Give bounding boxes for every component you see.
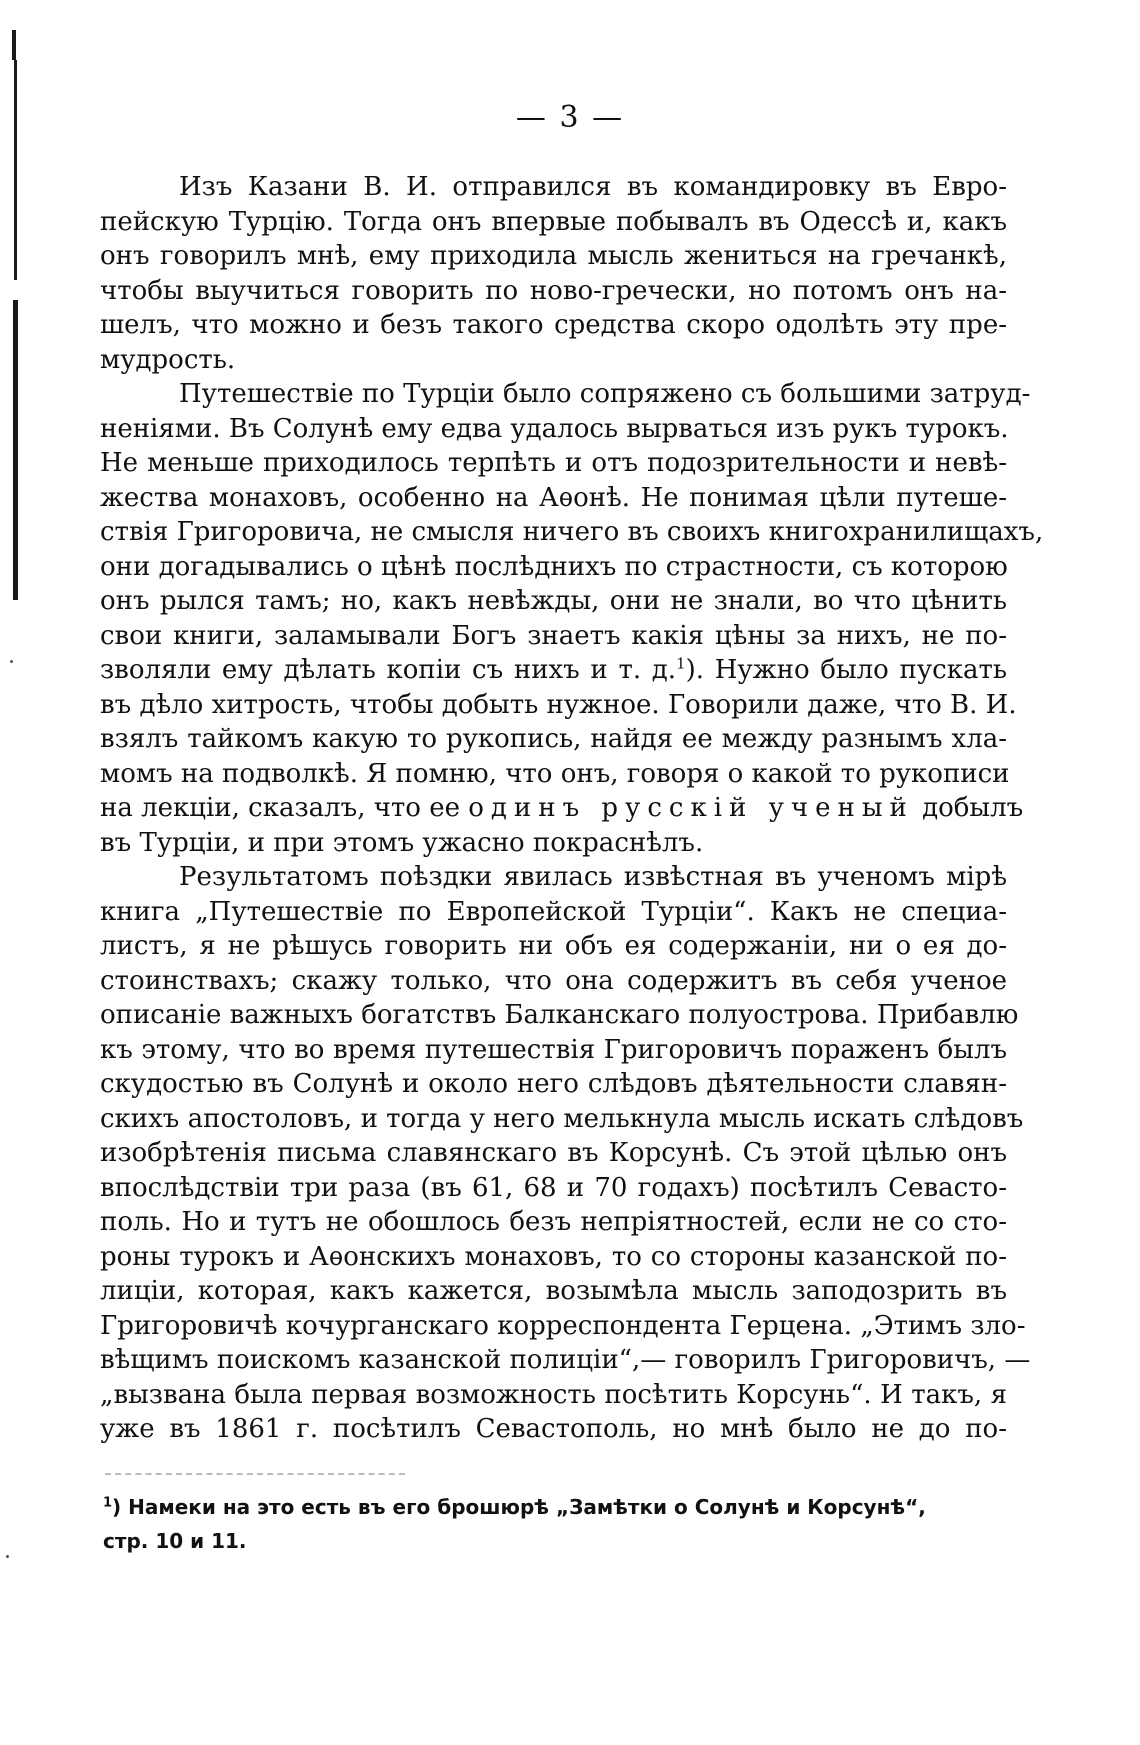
text-line: онъ рылся тамъ; но, какъ невѣжды, они не знали, во что цѣнить bbox=[100, 586, 1007, 616]
text-line: Изъ Казани В. И. отправился въ командировку въ Евро- bbox=[179, 172, 1007, 202]
text-line: свои книги, заламывали Богъ знаетъ какія цѣны за нихъ, не по- bbox=[100, 620, 1007, 651]
text-line: пейскую Турцію. Тогда онъ впервые побывалъ въ Одессѣ и, какъ bbox=[100, 206, 1007, 237]
text-line: впослѣдствіи три раза (въ 61, 68 и 70 годахъ) посѣтилъ Севасто- bbox=[100, 1172, 1007, 1203]
page-body bbox=[100, 170, 1044, 1447]
text-line: книга „Путешествіе по Европейской Турціи“. Какъ не специа- bbox=[100, 896, 1007, 927]
text-segment: зволяли ему дѣлать копіи съ нихъ и т. д. bbox=[100, 655, 677, 685]
scan-speck bbox=[6, 1555, 9, 1558]
text-line: вѣщимъ поискомъ казанской полиціи“,— говорилъ Григоровичъ, — bbox=[100, 1345, 1031, 1375]
text-line: стоинствахъ; скажу только, что она содержитъ въ себя ученое bbox=[100, 965, 1007, 996]
text-line bbox=[100, 791, 1024, 826]
text-line: они догадывались о цѣнѣ послѣднихъ по страстности, съ которою bbox=[100, 551, 1008, 582]
footnote-reference: 1 bbox=[676, 654, 686, 673]
text-line: онъ говорилъ мнѣ, ему приходила мысль жениться на гречанкѣ, bbox=[100, 241, 1007, 271]
spaced-emphasis: одинъ русскій ученый bbox=[468, 793, 914, 823]
text-line: шелъ, что можно и безъ такого средства скоро одолѣть эту пре- bbox=[100, 310, 1007, 340]
footnote-text: ) Намеки на это есть въ его брошюрѣ „Замѣтки о Солунѣ и Корсунѣ“, bbox=[112, 1495, 926, 1519]
text-line: Результатомъ поѣздки явилась извѣстная въ ученомъ мірѣ bbox=[179, 862, 1007, 892]
text-line: Григоровичѣ кочурганскаго корреспондента Герцена. „Этимъ зло- bbox=[100, 1310, 1026, 1341]
binding-edge-line bbox=[12, 30, 16, 60]
footnote bbox=[103, 1490, 1003, 1558]
text-line: чтобы выучиться говорить по ново-гречески, но потомъ онъ на- bbox=[100, 275, 1007, 306]
text-line: неніями. Въ Солунѣ ему едва удалось вырваться изъ рукъ турокъ. bbox=[100, 413, 1009, 444]
scan-speck bbox=[10, 660, 13, 663]
text-line: роны турокъ и Аѳонскихъ монаховъ, то со стороны казанской по- bbox=[100, 1241, 1007, 1272]
footnote-marker: 1 bbox=[103, 1495, 113, 1511]
text-line: уже въ 1861 г. посѣтилъ Севастополь, но мнѣ было не до по- bbox=[100, 1414, 1007, 1444]
text-line: ствія Григоровича, не смысля ничего въ своихъ книгохранилищахъ, bbox=[100, 517, 1044, 547]
text-line: въ дѣло хитрость, чтобы добыть нужное. Говорили даже, что В. И. bbox=[100, 689, 1017, 720]
text-line: „вызвана была первая возможность посѣтить Корсунь“. И такъ, я bbox=[100, 1379, 1007, 1410]
text-line bbox=[100, 653, 1007, 688]
text-line: лиціи, которая, какъ кажется, возымѣла мысль заподозрить въ bbox=[100, 1276, 1007, 1306]
page-number: — 3 — bbox=[515, 100, 625, 135]
text-line: къ этому, что во время путешествія Григоровичъ пораженъ былъ bbox=[100, 1034, 1007, 1065]
text-line: скудостью въ Солунѣ и около него слѣдовъ дѣятельности славян- bbox=[100, 1069, 1007, 1099]
text-line: скихъ апостоловъ, и тогда у него мелькнула мысль искать слѣдовъ bbox=[100, 1103, 1024, 1134]
text-line: описаніе важныхъ богатствъ Балканскаго полуострова. Прибавлю bbox=[100, 1000, 1019, 1030]
footnote-line: стр. 10 и 11. bbox=[103, 1529, 247, 1553]
text-line: жества монаховъ, особенно на Аѳонѣ. Не понимая цѣли путеше- bbox=[100, 482, 1007, 513]
text-line: мудрость. bbox=[100, 344, 236, 375]
footnote-line bbox=[103, 1490, 1003, 1524]
text-line: момъ на подволкѣ. Я помню, что онъ, говоря о какой то рукописи bbox=[100, 758, 1010, 789]
text-line: поль. Но и тутъ не обошлось безъ непріятностей, если не со сто- bbox=[100, 1207, 1007, 1237]
binding-edge-line bbox=[13, 300, 18, 600]
text-line: Путешествіе по Турціи было сопряжено съ большими затруд- bbox=[179, 379, 1031, 409]
text-line: Не меньше приходилось терпѣть и отъ подозрительности и невѣ- bbox=[100, 448, 1007, 478]
text-segment: добылъ bbox=[922, 793, 1024, 823]
text-segment: ). Нужно было пускать bbox=[685, 655, 1007, 685]
text-segment: на лекціи, сказалъ, что ее bbox=[100, 793, 460, 823]
footnote-separator bbox=[105, 1473, 405, 1475]
binding-edge-line bbox=[14, 60, 17, 280]
text-line: изобрѣтенія письма славянскаго въ Корсунѣ. Съ этой цѣлью онъ bbox=[100, 1138, 1007, 1168]
text-line: въ Турціи, и при этомъ ужасно покраснѣлъ. bbox=[100, 827, 704, 858]
text-line: взялъ тайкомъ какую то рукопись, найдя ее между разнымъ хла- bbox=[100, 724, 1007, 754]
text-line: листъ, я не рѣшусь говорить ни объ ея содержаніи, ни о ея до- bbox=[100, 931, 1007, 961]
